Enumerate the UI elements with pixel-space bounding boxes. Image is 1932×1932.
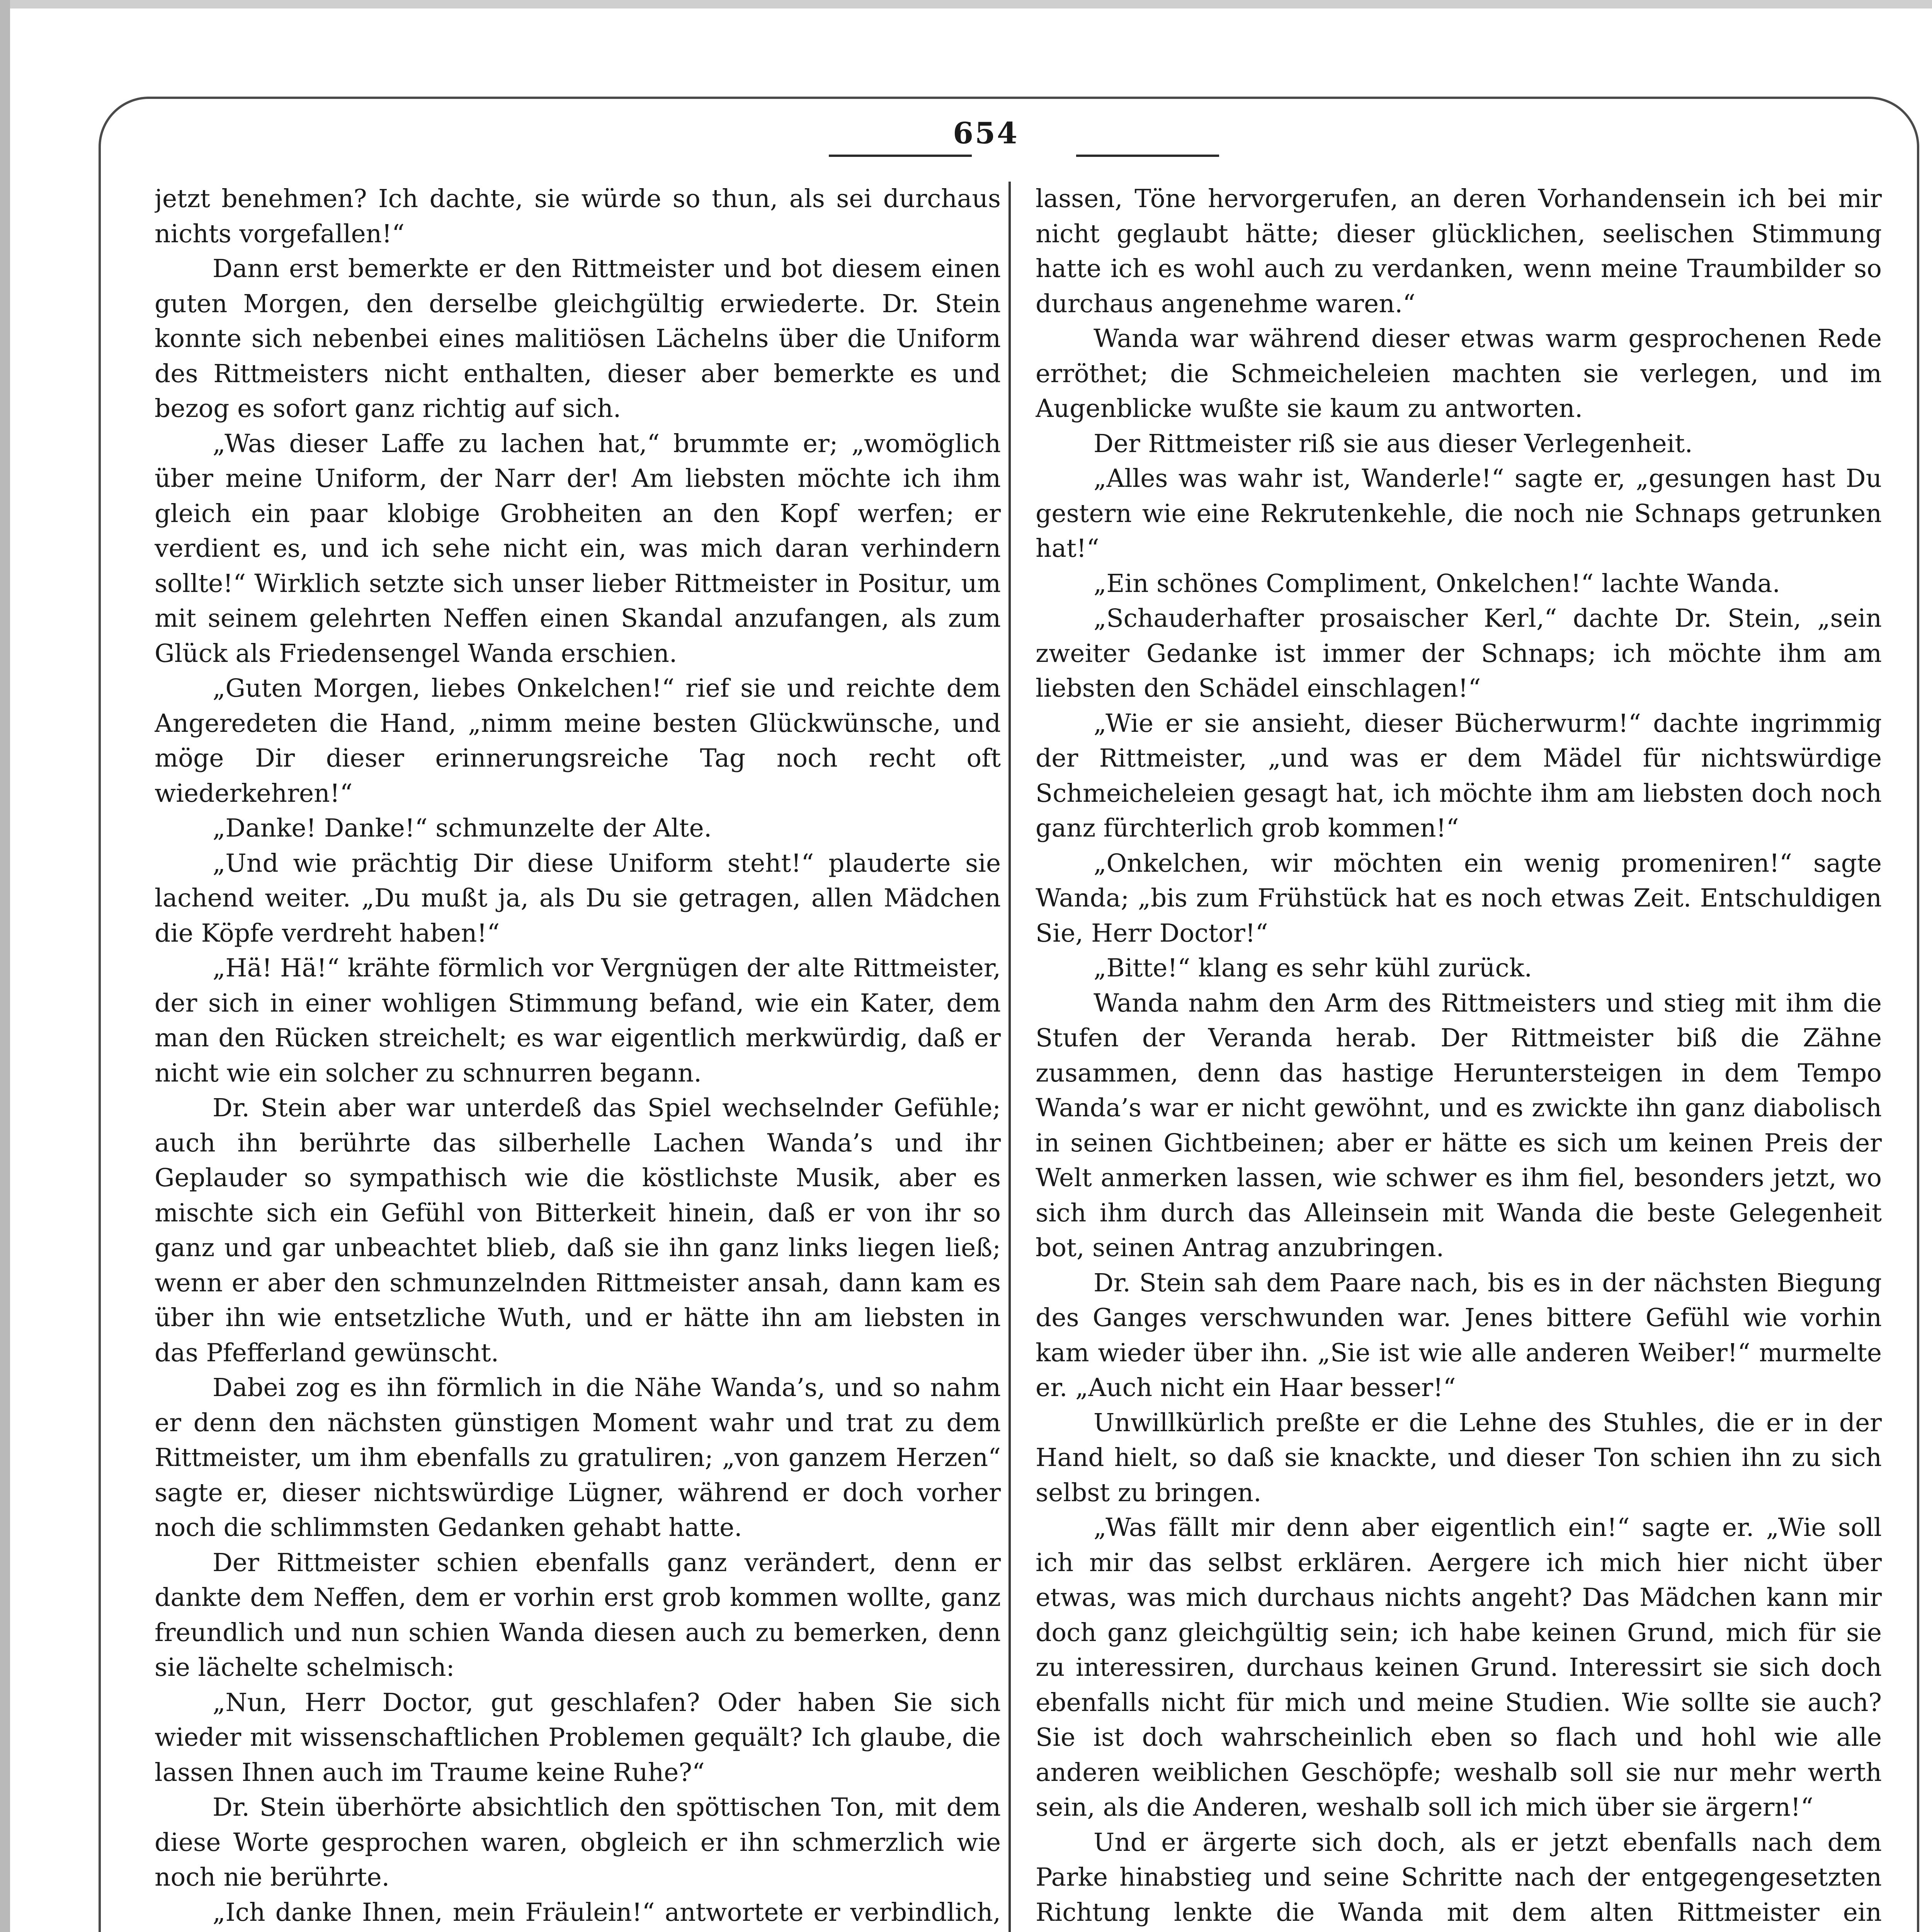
paragraph: Wanda war während dieser etwas warm gesprochenen Rede erröthet; die Schmeicheleien machten sie verlegen, und im Augenblicke wußte sie kaum zu antworten. [1036,324,1882,423]
paragraph: „Ein schönes Compliment, Onkelchen!“ lachte Wanda. [1094,569,1781,598]
page-number-rule-left [829,155,972,157]
text-column-left [155,182,1001,1932]
paragraph: „Und wie prächtig Dir diese Uniform steht!“ plauderte sie lachend weiter. „Du mußt ja, als Du sie getragen, allen Mädchen die Köpfe verdreht haben!“ [155,849,1001,948]
paragraph: „Guten Morgen, liebes Onkelchen!“ rief sie und reichte dem Angeredeten die Hand, „nimm meine besten Glückwünsche, und möge Dir dieser erinnerungsreiche Tag noch recht oft wiederkehren!“ [155,674,1001,808]
scan-edge-top [0,0,1932,9]
paragraph: Der Rittmeister schien ebenfalls ganz verändert, denn er dankte dem Neffen, dem er vorhin erst grob kommen wollte, ganz freundlich und nun schien Wanda diesen auch zu bemerken, denn sie lächelte schelmisch: [155,1548,1001,1682]
paragraph: „Alles was wahr ist, Wanderle!“ sagte er, „gesungen hast Du gestern wie eine Rekrutenkehle, die noch nie Schnaps getrunken hat!“ [1036,464,1882,563]
paragraph: „Hä! Hä!“ krähte förmlich vor Vergnügen der alte Rittmeister, der sich in einer wohligen Stimmung befand, wie ein Kater, dem man den Rücken streichelt; es war eigentlich merkwürdig, daß er nicht wie ein solcher zu schnurren begann. [155,954,1001,1088]
page-number: 654 [953,116,1019,150]
paragraph: „Wie er sie ansieht, dieser Bücherwurm!“ dachte ingrimmig der Rittmeister, „und was er dem Mädel für nichtswürdige Schmeicheleien gesagt hat, ich möchte ihm am liebsten doch noch ganz fürchterlich grob kommen!“ [1036,709,1882,843]
page-number-rule-right [1076,155,1219,157]
paragraph: Unwillkürlich preßte er die Lehne des Stuhles, die er in der Hand hielt, so daß sie knackte, und dieser Ton schien ihn zu sich selbst zu bringen. [1036,1408,1882,1507]
paragraph: Dr. Stein sah dem Paare nach, bis es in der nächsten Biegung des Ganges verschwunden war. Jenes bittere Gefühl wie vorhin kam wieder über ihn. „Sie ist wie alle anderen Weiber!“ murmelte er. „Auch nicht ein Haar besser!“ [1036,1268,1882,1402]
paragraph: Wanda nahm den Arm des Rittmeisters und stieg mit ihm die Stufen der Veranda herab. Der Rittmeister biß die Zähne zusammen, denn das hastige Heruntersteigen in dem Tempo Wanda’s war er nicht gewöhnt, und es zwickte ihn ganz diabolisch in seinen Gichtbeinen; aber er hätte es sich um keinen Preis der Welt anmerken lassen, wie schwer es ihm fiel, besonders jetzt, wo sich ihm durch das Alleinsein mit Wanda die beste Gelegenheit bot, seinen Antrag anzubringen. [1036,988,1882,1262]
paragraph: Dabei zog es ihn förmlich in die Nähe Wanda’s, und so nahm er denn den nächsten günstigen Moment wahr und trat zu dem Rittmeister, um ihm ebenfalls zu gratuliren; „von ganzem Herzen“ sagte er, dieser nichtswürdige Lügner, während er doch vorher noch die schlimmsten Gedanken gehabt hatte. [155,1373,1001,1542]
paragraph: Dr. Stein aber war unterdeß das Spiel wechselnder Gefühle; auch ihn berührte das silberhelle Lachen Wanda’s und ihr Geplauder so sympathisch wie die köstlichste Musik, aber es mischte sich ein Gefühl von Bitterkeit hinein, daß er von ihr so ganz und gar unbeachtet blieb, daß sie ihn ganz links liegen ließ; wenn er aber den schmunzelnden Rittmeister ansah, dann kam es über ihn wie entsetzliche Wuth, und er hätte ihn am liebsten in das Pfefferland gewünscht. [155,1094,1001,1367]
paragraph: „Bitte!“ klang es sehr kühl zurück. [1094,954,1532,983]
paragraph: „Was fällt mir denn aber eigentlich ein!“ sagte er. „Wie soll ich mir das selbst erklären. Aergere ich mich hier nicht über etwas, was mich durchaus nichts angeht? Das Mädchen kann mir doch ganz gleichgültig sein; ich habe keinen Grund, mich für sie zu interessiren, durchaus keinen Grund. Interessirt sie sich doch ebenfalls nicht für mich und meine Studien. Wie sollte sie auch? Sie ist doch wahrscheinlich eben so flach und hohl wie alle anderen weiblichen Geschöpfe; weshalb soll sie nur mehr werth sein, als die Anderen, weshalb soll ich mich über sie ärgern!“ [1036,1513,1882,1822]
paragraph: „Nun, Herr Doctor, gut geschlafen? Oder haben Sie sich wieder mit wissenschaftlichen Problemen gequält? Ich glaube, die lassen Ihnen auch im Traume keine Ruhe?“ [155,1688,1001,1787]
paragraph: Dr. Stein überhörte absichtlich den spöttischen Ton, mit dem diese Worte gesprochen waren, obgleich er ihn schmerzlich wie noch nie berührte. [155,1793,1001,1892]
paragraph: lassen, Töne hervorgerufen, an deren Vorhandensein ich bei mir nicht geglaubt hätte; dieser glücklichen, seelischen Stimmung hatte ich es wohl auch zu verdanken, wenn meine Traumbilder so durchaus angenehme waren.“ [1036,184,1882,318]
column-divider [1009,182,1011,1932]
scan-edge-left [0,0,10,1932]
paragraph: „Schauderhafter prosaischer Kerl,“ dachte Dr. Stein, „sein zweiter Gedanke ist immer der Schnaps; ich möchte ihm am liebsten den Schädel einschlagen!“ [1036,604,1882,703]
paragraph: jetzt benehmen? Ich dachte, sie würde so thun, als sei durchaus nichts vorgefallen!“ [155,184,1001,248]
paragraph: Der Rittmeister riß sie aus dieser Verlegenheit. [1094,429,1693,458]
paragraph: „Danke! Danke!“ schmunzelte der Alte. [213,814,712,843]
paragraph: „Was dieser Laffe zu lachen hat,“ brummte er; „womöglich über meine Uniform, der Narr der! Am liebsten möchte ich ihm gleich ein paar klobige Grobheiten an den Kopf werfen; er verdient es, und ich sehe nicht ein, was mich daran verhindern sollte!“ Wirklich setzte sich unser lieber Rittmeister in Positur, um mit seinem gelehrten Neffen einen Skandal anzufangen, als zum Glück als Friedensengel Wanda erschien. [155,429,1001,668]
paragraph: „Onkelchen, wir möchten ein wenig promeniren!“ sagte Wanda; „bis zum Frühstück hat es noch etwas Zeit. Entschuldigen Sie, Herr Doctor!“ [1036,849,1882,948]
paragraph: Dann erst bemerkte er den Rittmeister und bot diesem einen guten Morgen, den derselbe gleichgültig erwiederte. Dr. Stein konnte sich nebenbei eines malitiösen Lächelns über die Uniform des Rittmeisters nicht enthalten, dieser aber bemerkte es und bezog es sofort ganz richtig auf sich. [155,254,1001,423]
paragraph: „Ich danke Ihnen, mein Fräulein!“ antwortete er verbindlich, [213,1898,1001,1927]
paragraph: Und er ärgerte sich doch, als er jetzt ebenfalls nach dem Parke hinabstieg und seine Schritte nach der entgegengesetzten Richtung lenkte die Wanda mit dem alten Rittmeister ein [1036,1828,1882,1927]
text-column-right [1036,182,1882,1932]
